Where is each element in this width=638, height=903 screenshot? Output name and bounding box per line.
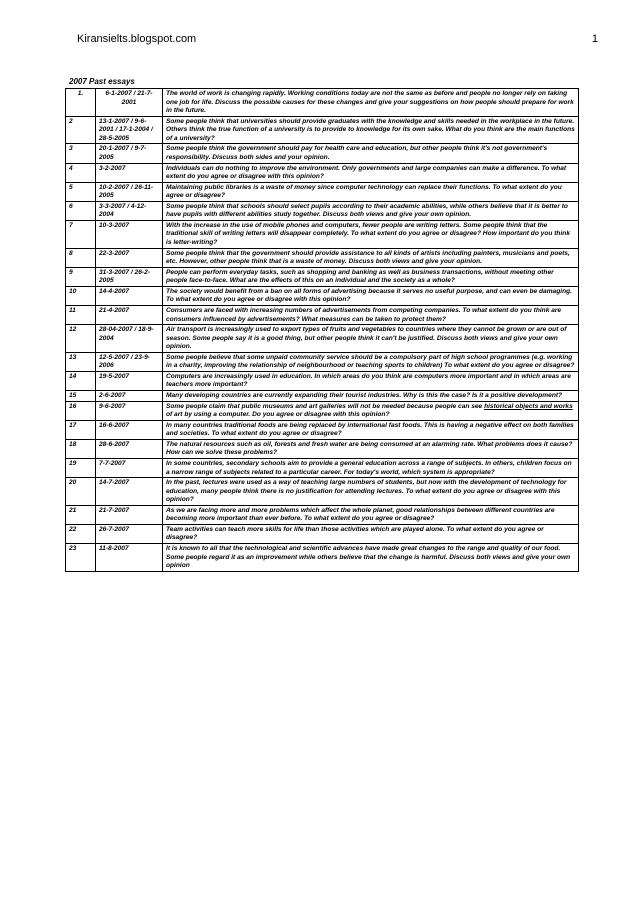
row-date: 22-3-2007 [96,248,163,267]
essay-prompt: Some people think that schools should select pupils according to their academic abilities, while others believe that it is better to have pupils with different abilities study together. Discuss both views and give your own opinion. [163,201,579,220]
row-date: 28-04-2007 / 18-9-2004 [96,325,163,353]
page-header [77,33,598,47]
row-number: 3 [66,144,96,163]
table-row [66,352,579,371]
essay-prompt: It is known to all that the technological and scientific advances have made great changes to the range and quality of our food. Some people regard it as an improvement while others believe that the change is harmful. Discuss both views and give your own opinion [163,544,579,572]
row-date: 21-7-2007 [96,505,163,524]
table-row [66,439,579,458]
row-number: 16 [66,401,96,420]
table-row [66,371,579,390]
table-row [66,220,579,248]
table-row [66,325,579,353]
row-date: 3-3-2007 / 4-12-2004 [96,201,163,220]
table-row [66,248,579,267]
essay-prompt: People can perform everyday tasks, such as shopping and banking as well as business transactions, without meeting other people face-to-face. What are the effects of this on an individual and the society as a whole? [163,267,579,286]
row-number: 21 [66,505,96,524]
table-row [66,116,579,144]
row-number: 4 [66,163,96,182]
essay-table [65,88,579,572]
row-number: 15 [66,391,96,402]
row-number: 13 [66,352,96,371]
table-row [66,420,579,439]
essay-prompt: The society would benefit from a ban on all forms of advertising because it serves no useful purpose, and can even be damaging. To what extent do you agree or disagree with this opinion? [163,286,579,305]
site-name: Kiransielts.blogspot.com [77,33,197,45]
page-number: 1 [591,33,598,45]
row-number: 22 [66,524,96,543]
essay-prompt: Consumers are faced with increasing numbers of advertisements from competing companies. To what extent do you think are consumers influenced by advertisements? What measures can be taken to protect them? [163,305,579,324]
row-number: 10 [66,286,96,305]
row-date: 31-3-2007 / 26-2-2005 [96,267,163,286]
row-number: 14 [66,371,96,390]
row-date: 13-1-2007 / 9-6-2001 / 17-1-2004 / 28-5-2005 [96,116,163,144]
essay-prompt: Individuals can do nothing to improve the environment. Only governments and large companies can make a difference. To what extent do you agree or disagree with this opinion? [163,163,579,182]
section-title: 2007 Past essays [69,77,135,86]
row-date: 2-6-2007 [96,391,163,402]
essay-prompt: Computers are increasingly used in education. In which areas do you think are computers more important and in which areas are teachers more important? [163,371,579,390]
table-row [66,89,579,117]
essay-prompt: The natural resources such as oil, forests and fresh water are being consumed at an alarming rate. What problems does it cause? How can we solve these problems? [163,439,579,458]
row-date: 16-6-2007 [96,420,163,439]
essay-prompt: Some people think the government should pay for health care and education, but other people think it's not government's responsibility. Discuss both sides and your opinion. [163,144,579,163]
row-date: 10-3-2007 [96,220,163,248]
essay-prompt: In the past, lectures were used as a way of teaching large numbers of students, but now with the development of technology for education, many people think there is no justification for attending lectures. To what extent do you agree or disagree with this opinion? [163,478,579,506]
table-row [66,505,579,524]
essay-prompt: Maintaining public libraries is a waste of money since computer technology can replace their functions. To what extent do you agree or disagree? [163,182,579,201]
table-row [66,458,579,477]
row-date: 10-2-2007 / 26-11-2005 [96,182,163,201]
essay-prompt: The world of work is changing rapidly. Working conditions today are not the same as before and people no longer rely on taking one job for life. Discuss the possible causes for these changes and give your suggestions on how people should prepare for work in the future. [163,89,579,117]
row-number: 6 [66,201,96,220]
table-row [66,286,579,305]
essay-prompt-part: Some people claim that public museums and art galleries will not be needed because people can see [166,402,485,410]
essay-prompt: In some countries, secondary schools aim to provide a general education across a range of subjects. In others, children focus on a narrow range of subjects related to a particular career. For today's world, which system is appropriate? [163,458,579,477]
essay-prompt: Many developing countries are currently expanding their tourist industries. Why is this the case? Is it a positive development? [163,391,579,402]
table-row [66,144,579,163]
row-date: 9-6-2007 [96,401,163,420]
row-date: 21-4-2007 [96,305,163,324]
row-number: 17 [66,420,96,439]
row-number: 1. [66,89,96,117]
row-date: 14-4-2007 [96,286,163,305]
essay-prompt [163,401,579,420]
essay-prompt-underlined: historical objects and works [484,402,573,410]
essay-prompt: In many countries traditional foods are being replaced by international fast foods. This is having a negative effect on both families and societies. To what extent do you agree or disagree? [163,420,579,439]
row-date: 11-8-2007 [96,544,163,572]
row-date: 7-7-2007 [96,458,163,477]
essay-prompt: With the increase in the use of mobile phones and computers, fewer people are writing letters. Some people think that the traditional skill of writing letters will disappear completely. To what extent do you agree or disagree? How important do you think is letter-writing? [163,220,579,248]
table-row [66,305,579,324]
essay-prompt: As we are facing more and more problems which affect the whole planet, good relationships between different countries are becoming more important than ever before. To what extent do you agree or disagree? [163,505,579,524]
row-number: 19 [66,458,96,477]
essay-prompt: Air transport is increasingly used to export types of fruits and vegetables to countries where they cannot be grown or are out of season. Some people say it is a good thing, but other people think it can't be justified. Discuss both views and give your own opinion. [163,325,579,353]
row-number: 11 [66,305,96,324]
table-row [66,544,579,572]
essay-prompt: Some people think that universities should provide graduates with the knowledge and skills needed in the workplace in the future. Others think the true function of a university is to provide to knowledge for its own sake. What do you think are the main functions of a university? [163,116,579,144]
table-row [66,201,579,220]
row-number: 5 [66,182,96,201]
row-number: 20 [66,478,96,506]
row-number: 8 [66,248,96,267]
table-row [66,182,579,201]
row-date: 3-2-2007 [96,163,163,182]
table-row [66,163,579,182]
essay-prompt-part: of art by using a computer. Do you agree or disagree with this opinion? [166,411,390,419]
row-date: 20-1-2007 / 9-7-2005 [96,144,163,163]
table-row [66,401,579,420]
row-number: 2 [66,116,96,144]
row-date: 19-5-2007 [96,371,163,390]
row-number: 9 [66,267,96,286]
table-row [66,391,579,402]
row-date: 14-7-2007 [96,478,163,506]
table-row [66,478,579,506]
essay-prompt: Some people think that the government should provide assistance to all kinds of artists including painters, musicians and poets, etc. However, other people think that is a waste of money. Discuss both views and give your opinion. [163,248,579,267]
essay-prompt: Team activities can teach more skills for life than those activities which are played alone. To what extent do you agree or disagree? [163,524,579,543]
row-number: 23 [66,544,96,572]
table-row [66,267,579,286]
essay-prompt: Some people believe that some unpaid community service should be a compulsory part of high school programmes (e.g. working in a charity, improving the relationship of neighbourhood or teaching sports to children) To what extent do you agree or disagree? [163,352,579,371]
row-number: 12 [66,325,96,353]
row-number: 18 [66,439,96,458]
row-number: 7 [66,220,96,248]
row-date: 12-5-2007 / 23-9-2006 [96,352,163,371]
row-date: 26-7-2007 [96,524,163,543]
table-row [66,524,579,543]
row-date: 28-6-2007 [96,439,163,458]
row-date: 6-1-2007 / 21-7-2001 [96,89,163,117]
